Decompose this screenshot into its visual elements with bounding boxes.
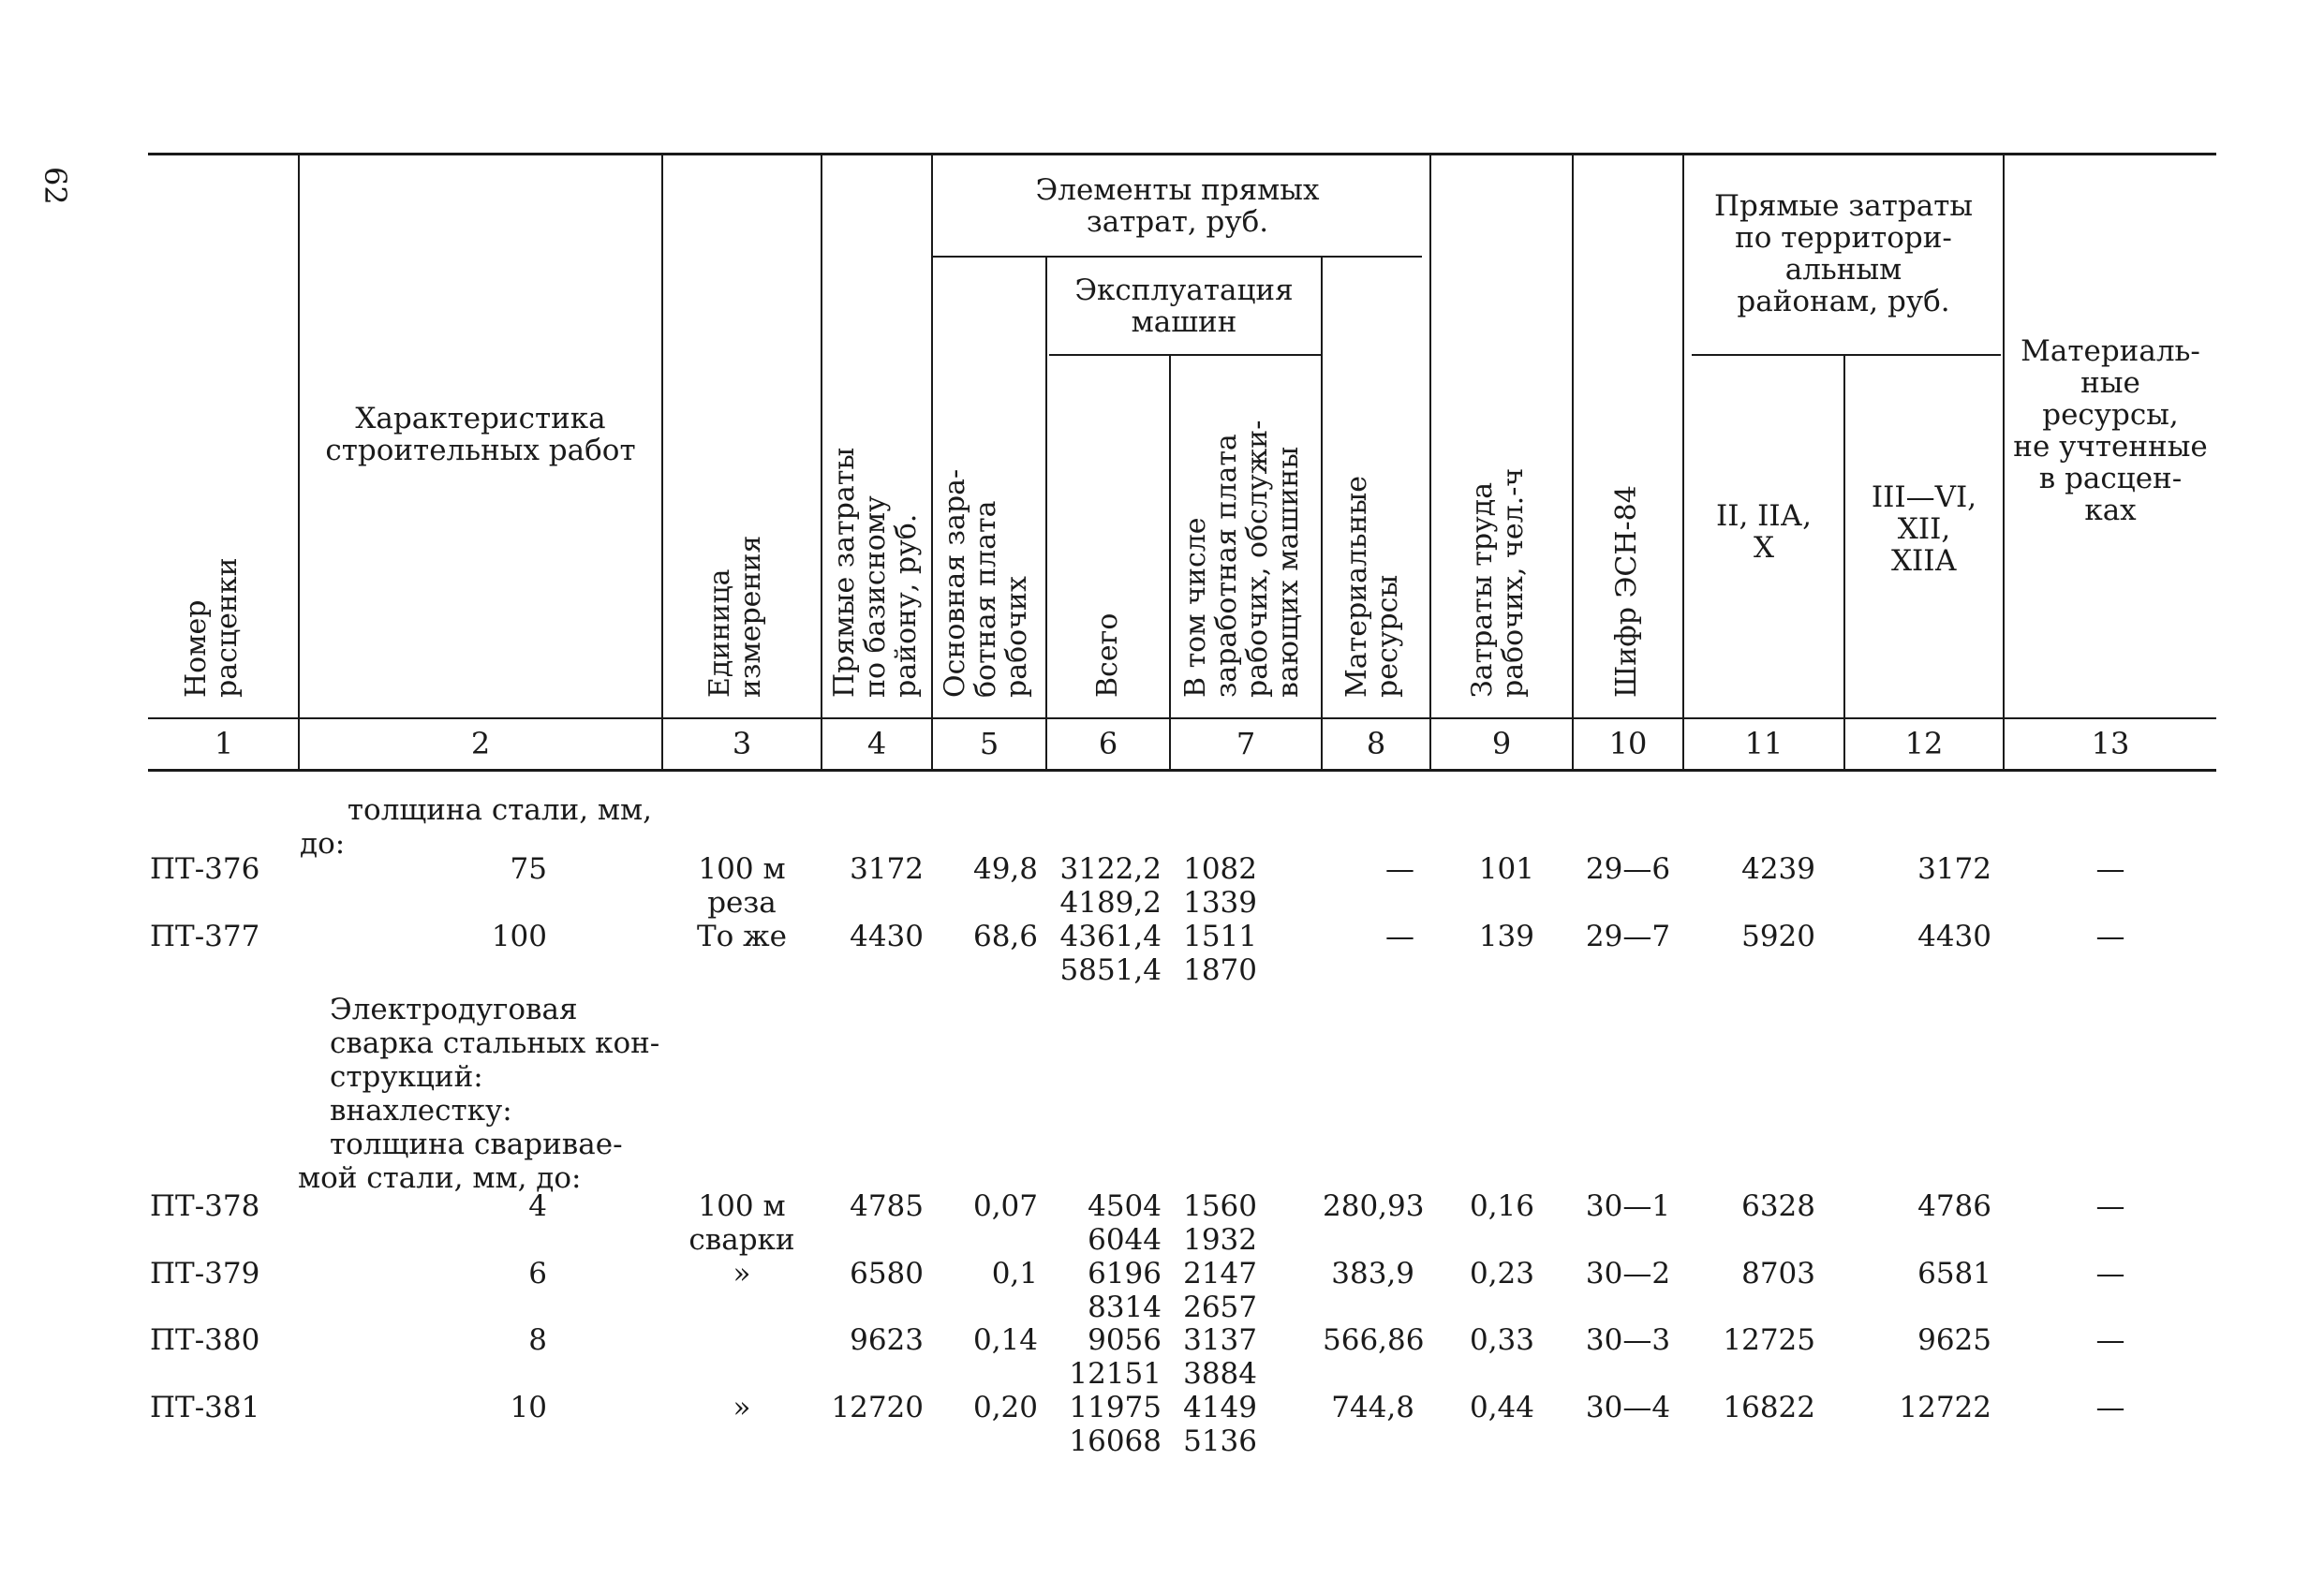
column-number: 2 [470, 726, 491, 761]
table-top-rule [148, 153, 2216, 155]
header-col10: Шифр ЭСН-84 [1610, 485, 1643, 698]
col-divider [661, 155, 663, 769]
column-number: 1 [214, 726, 234, 761]
header-col9: Затраты труда рабочих, чел.-ч [1466, 467, 1530, 698]
cell-c6: 3122,2 [1059, 852, 1162, 886]
cell-c9: 0,23 [1469, 1257, 1534, 1291]
cell-c12: 9625 [1917, 1323, 1991, 1357]
cell-c11: 5920 [1741, 920, 1815, 953]
cell-c6: 8314 [1088, 1291, 1162, 1324]
header-group-elements: Элементы прямых затрат, руб. [1035, 173, 1320, 239]
cell-c4: 4430 [850, 920, 924, 953]
cell-c5: 0,1 [991, 1257, 1038, 1291]
cell-c12: 6581 [1917, 1257, 1991, 1291]
cell-c13: — [2095, 1257, 2125, 1291]
cell-code: ПТ-378 [150, 1189, 260, 1223]
cell-c7: 1339 [1183, 886, 1257, 920]
cell-c8: 383,9 [1331, 1257, 1414, 1291]
cell-char: 100 [491, 920, 547, 953]
cell-c11: 6328 [1741, 1189, 1815, 1223]
cell-c7: 4149 [1183, 1391, 1257, 1424]
col-divider [1429, 155, 1431, 769]
cell-unit: 100 м [698, 852, 786, 886]
cell-c7: 2657 [1183, 1291, 1257, 1324]
column-number: 8 [1366, 726, 1386, 761]
cell-c4: 6580 [850, 1257, 924, 1291]
cell-c10: 29—7 [1585, 920, 1671, 953]
cell-c4: 12720 [831, 1391, 924, 1424]
column-number: 11 [1744, 726, 1784, 761]
cell-c8: — [1385, 852, 1414, 886]
cell-c7: 1082 [1183, 852, 1257, 886]
cell-c6: 4504 [1088, 1189, 1162, 1223]
section-heading: толщина стали, мм, до: [300, 793, 652, 861]
header-col12: III—VI, XII, XIIА [1871, 480, 1977, 578]
cell-c6: 5851,4 [1059, 953, 1162, 987]
cell-c8: 280,93 [1323, 1189, 1425, 1223]
cell-c13: — [2095, 852, 2125, 886]
cell-c11: 8703 [1741, 1257, 1815, 1291]
cell-c9: 139 [1478, 920, 1534, 953]
column-number: 5 [979, 726, 999, 761]
page-number: 62 [37, 167, 73, 205]
header-col11: II, IIА, Х [1715, 499, 1813, 565]
cell-code: ПТ-376 [150, 852, 260, 886]
cell-c10: 30—4 [1585, 1391, 1671, 1424]
cell-unit: реза [707, 886, 777, 920]
cell-c10: 30—1 [1585, 1189, 1671, 1223]
cell-c12: 4786 [1917, 1189, 1991, 1223]
cell-char: 8 [528, 1323, 547, 1357]
cell-c12: 12722 [1899, 1391, 1991, 1424]
cell-c12: 3172 [1917, 852, 1991, 886]
cell-c6: 12151 [1069, 1357, 1162, 1391]
cell-c13: — [2095, 920, 2125, 953]
column-number: 9 [1491, 726, 1512, 761]
cell-c10: 29—6 [1585, 852, 1671, 886]
section-heading: Электродуговая сварка стальных кон- струкций: внахлестку: толщина сваривае- мой стали, мм, до: [298, 993, 660, 1195]
cell-c5: 49,8 [972, 852, 1038, 886]
cell-c7: 1511 [1183, 920, 1257, 953]
cell-c5: 0,07 [972, 1189, 1038, 1223]
cell-c4: 3172 [850, 852, 924, 886]
header-col1: Номер расценки [180, 557, 244, 698]
col-divider [931, 155, 933, 769]
group-machines-rule [1049, 354, 1321, 356]
group-regions-rule [1692, 354, 2001, 356]
column-number: 4 [866, 726, 887, 761]
cell-c7: 1932 [1183, 1223, 1257, 1257]
cell-c10: 30—3 [1585, 1323, 1671, 1357]
cell-code: ПТ-380 [150, 1323, 260, 1357]
header-col2: Характеристика строительных работ [325, 402, 636, 467]
column-number: 3 [732, 726, 752, 761]
cell-c7: 3137 [1183, 1323, 1257, 1357]
cell-c11: 4239 [1741, 852, 1815, 886]
cell-c4: 4785 [850, 1189, 924, 1223]
cell-c6: 4361,4 [1059, 920, 1162, 953]
cell-c13: — [2095, 1189, 2125, 1223]
cell-c7: 1870 [1183, 953, 1257, 987]
cell-c5: 68,6 [972, 920, 1038, 953]
cell-c4: 9623 [850, 1323, 924, 1357]
column-number: 13 [2091, 726, 2130, 761]
cell-c11: 12725 [1723, 1323, 1815, 1357]
cell-c13: — [2095, 1391, 2125, 1424]
cell-char: 10 [510, 1391, 547, 1424]
header-col8: Материальные ресурсы [1340, 475, 1404, 698]
cell-c9: 0,33 [1469, 1323, 1534, 1357]
cell-c9: 0,16 [1469, 1189, 1534, 1223]
cell-c9: 0,44 [1469, 1391, 1534, 1424]
cell-c6: 16068 [1069, 1424, 1162, 1458]
cell-c6: 6044 [1088, 1223, 1162, 1257]
header-col4: Прямые затраты по базисному району, руб. [828, 447, 923, 698]
header-group-machines: Эксплуатация машин [1074, 273, 1294, 339]
cell-unit: сварки [688, 1223, 795, 1257]
column-number: 12 [1904, 726, 1944, 761]
cell-code: ПТ-379 [150, 1257, 260, 1291]
header-col5: Основная зара- ботная плата рабочих [939, 468, 1033, 698]
cell-c6: 11975 [1069, 1391, 1162, 1424]
cell-c7: 2147 [1183, 1257, 1257, 1291]
col-divider [821, 155, 822, 769]
cell-code: ПТ-377 [150, 920, 260, 953]
col-divider [1169, 356, 1171, 769]
cell-c8: 744,8 [1331, 1391, 1414, 1424]
column-number: 6 [1098, 726, 1118, 761]
cell-unit: » [733, 1257, 751, 1291]
cell-c8: 566,86 [1323, 1323, 1425, 1357]
cell-c6: 9056 [1088, 1323, 1162, 1357]
header-col3: Единица измерения [703, 535, 767, 698]
cell-c7: 3884 [1183, 1357, 1257, 1391]
cell-char: 75 [510, 852, 547, 886]
cell-c6: 4189,2 [1059, 886, 1162, 920]
cell-char: 6 [528, 1257, 547, 1291]
header-col7: В том числе заработная плата рабочих, обслужи- вающих машины [1179, 420, 1305, 698]
cell-char: 4 [528, 1189, 547, 1223]
header-col6: Всего [1091, 612, 1124, 698]
cell-unit: То же [696, 920, 788, 953]
cell-c11: 16822 [1723, 1391, 1815, 1424]
column-number: 10 [1608, 726, 1648, 761]
cell-c12: 4430 [1917, 920, 1991, 953]
header-col13: Материаль- ные ресурсы, не учтенные в расцен- ках [2013, 334, 2208, 527]
cell-c9: 101 [1478, 852, 1534, 886]
column-number: 7 [1236, 726, 1256, 761]
cell-c5: 0,20 [972, 1391, 1038, 1424]
header-bottom-rule [148, 769, 2216, 772]
column-number-top-rule [148, 717, 2216, 719]
cell-c13: — [2095, 1323, 2125, 1357]
cell-c7: 5136 [1183, 1424, 1257, 1458]
col-divider [1321, 258, 1323, 769]
cell-unit: » [733, 1391, 751, 1424]
cell-c6: 6196 [1088, 1257, 1162, 1291]
cell-code: ПТ-381 [150, 1391, 260, 1424]
cell-unit: 100 м [698, 1189, 786, 1223]
header-group-regions: Прямые затраты по территори- альным районам, руб. [1713, 189, 1974, 318]
cell-c8: — [1385, 920, 1414, 953]
cell-c7: 1560 [1183, 1189, 1257, 1223]
col-divider [1572, 155, 1574, 769]
cell-c10: 30—2 [1585, 1257, 1671, 1291]
group-elements-rule [933, 256, 1422, 258]
cell-c5: 0,14 [972, 1323, 1038, 1357]
